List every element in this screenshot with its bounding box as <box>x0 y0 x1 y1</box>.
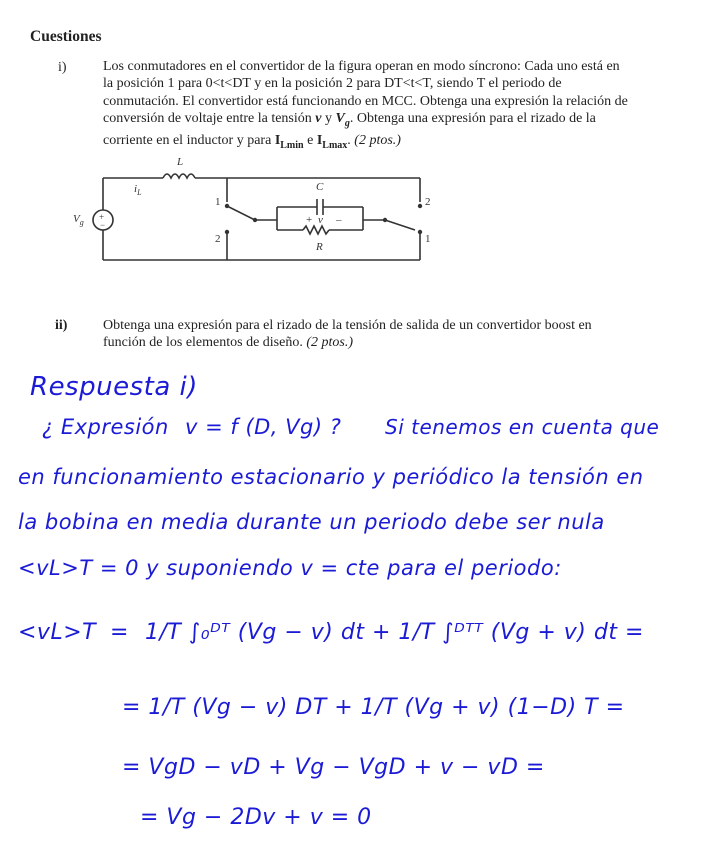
handwriting-line-6c: 1/T ∫₀ᴰᵀ (Vg − v) dt + 1/T ∫ᴰᵀᵀ (Vg + v) dt = <box>145 620 644 645</box>
label-v-minus: – <box>336 214 342 226</box>
left-switch-blade <box>227 206 255 220</box>
right-switch-contact-2 <box>418 204 422 208</box>
handwriting-line-2b: v = f (D, Vg) ? <box>185 415 342 439</box>
label-Vg: $V_g$ <box>73 213 84 227</box>
handwriting-line-2a: ¿ Expresión <box>42 415 169 439</box>
section-title: Cuestiones <box>30 28 102 45</box>
source-plus: + <box>99 212 105 222</box>
handwriting-line-7: = 1/T (Vg − v) DT + 1/T (Vg + v) (1−D) T = <box>122 695 625 720</box>
inductor <box>163 174 195 178</box>
label-R: R <box>316 241 323 253</box>
question-2-number: ii) <box>55 318 68 333</box>
question-2-text: Obtenga una expresión para el rizado de la tensión de salida de un convertidor boost en función de los elementos de diseño. (2 ptos.) <box>103 318 592 351</box>
handwriting-line-3: en funcionamiento estacionario y periódico la tensión en <box>18 465 644 489</box>
right-switch-pivot <box>383 218 387 222</box>
left-switch-pivot <box>253 218 257 222</box>
handwriting-line-9: = Vg − 2Dv + v = 0 <box>140 805 372 830</box>
right-switch-blade <box>385 220 415 230</box>
label-iL: $i_L$ <box>134 183 142 197</box>
label-right-pos1: 1 <box>425 233 431 245</box>
left-switch-contact-2 <box>225 230 229 234</box>
handwriting-line-6b: = <box>110 620 129 645</box>
resistor <box>303 226 329 234</box>
question-1-number: i) <box>58 60 67 75</box>
label-left-pos1: 1 <box>215 196 221 208</box>
source-minus: − <box>100 220 106 230</box>
label-right-pos2: 2 <box>425 196 431 208</box>
handwriting-line-1: Respuesta i) <box>30 372 198 402</box>
label-L: L <box>177 156 184 168</box>
handwriting-line-2c: Si tenemos en cuenta que <box>385 415 660 439</box>
handwriting-line-4: la bobina en media durante un periodo debe ser nula <box>18 510 605 534</box>
handwriting-line-5: <vL>T = 0 y suponiendo v = cte para el periodo: <box>18 556 562 580</box>
label-v-plus: + <box>306 214 313 226</box>
buck-boost-circuit-diagram <box>55 150 445 275</box>
label-left-pos2: 2 <box>215 233 221 245</box>
right-switch-contact-1 <box>418 230 422 234</box>
left-switch-contact-1 <box>225 204 229 208</box>
handwriting-line-8: = VgD − vD + Vg − VgD + v − vD = <box>122 755 545 780</box>
question-1-text: Los conmutadores en el convertidor de la figura operan en modo síncrono: Cada uno está en la posición 1 para 0<t<DT y en la posición 2 para DT<t<T, siendo T el periodo de conmutación. El convertidor está funcionando en MCC. Obtenga una expresión la relación de conversión de voltaje entre la tensión v y $V_g$. Obtenga una expresión para el rizado de la corriente en el inductor y para $I_{Lmin}$ e $I_{Lmax}$. (2 ptos.) <box>103 59 628 152</box>
handwriting-line-6a: <vL>T <box>18 620 97 645</box>
label-v: v <box>318 214 323 226</box>
label-C: C <box>316 181 324 193</box>
